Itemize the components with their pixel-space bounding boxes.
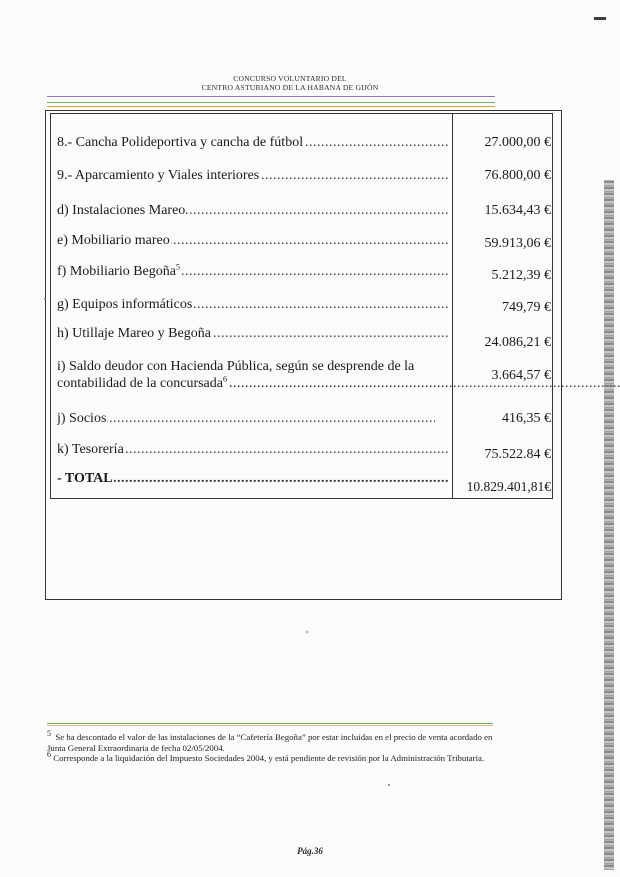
footnote-text: Se ha descontado el valor de las instalaciones de la “Cafetería Begoña” por estar incluidas en el precio de venta acordado en Junta General Extraordinaria de fecha 02/05/2004. — [47, 732, 493, 753]
scan-speck — [388, 784, 390, 786]
row-label: d) Instalaciones Mareo — [57, 203, 186, 218]
row-value: 416,35 € — [502, 411, 551, 426]
footnote-mark: 5 — [47, 729, 51, 739]
footnote-text: Corresponde a la liquidación del Impuesto Sociedades 2004, y está pendiente de revisión por la Administración Tributaria. — [53, 753, 485, 764]
column-divider — [452, 114, 453, 498]
row-label: 9.- Aparcamiento y Viales interiores — [57, 168, 260, 183]
header-line-1: CONCURSO VOLUNTARIO DEL — [233, 74, 347, 83]
scan-speck — [300, 625, 314, 639]
total-value: 10.829.401,81€ — [466, 479, 551, 494]
footnote-mark: 6 — [47, 750, 51, 760]
footnote-ref: 6 — [222, 375, 227, 384]
row-value: 59.913,06 € — [484, 236, 551, 251]
inventory-table — [45, 110, 562, 600]
header-rule — [47, 102, 495, 103]
row-value: 749,79 € — [502, 300, 551, 315]
row-value: 76.800,00 € — [484, 168, 551, 183]
inventory-table-inner — [50, 113, 553, 499]
footnote-ref: 5 — [175, 263, 180, 272]
footnote — [47, 750, 493, 764]
row-value: 24.086,21 € — [484, 335, 551, 350]
page-number: Pág.36 — [297, 846, 323, 856]
row-value: 3.664,57 € — [491, 368, 551, 383]
header-rule — [47, 106, 495, 107]
header-line-2: CENTRO ASTURIANO DE LA HABANA DE GIJÓN — [201, 83, 379, 92]
row-label-line-1: i) Saldo deudor con Hacienda Pública, según se desprende de la — [57, 359, 415, 374]
row-label: j) Socios — [57, 411, 107, 426]
row-label: e) Mobiliario mareo — [57, 233, 170, 248]
scan-speck — [44, 298, 46, 300]
row-label: 8.- Cancha Polideportiva y cancha de fútbol — [57, 135, 304, 150]
row-label: h) Utillaje Mareo y Begoña — [57, 326, 211, 341]
row-label: k) Tesorería — [57, 442, 124, 457]
footnotes — [47, 729, 493, 764]
document-header — [160, 74, 420, 92]
row-label: f) Mobiliario Begoña — [57, 264, 176, 279]
footnote-rule — [47, 725, 493, 726]
total-label: - TOTAL — [57, 471, 113, 486]
footnote — [47, 729, 493, 753]
scan-mark — [594, 17, 606, 20]
row-label-line-2: contabilidad de la concursada — [57, 376, 223, 391]
row-value: 5.212,39 € — [491, 268, 551, 283]
row-value: 75.522.84 € — [484, 447, 551, 462]
row-label: g) Equipos informáticos — [57, 297, 193, 312]
row-value: 15.634,43 € — [484, 203, 551, 218]
footnote-rule — [47, 723, 493, 724]
row-value: 27.000,00 € — [484, 135, 551, 150]
header-rule — [47, 96, 495, 97]
scan-edge-shadow — [604, 180, 614, 870]
